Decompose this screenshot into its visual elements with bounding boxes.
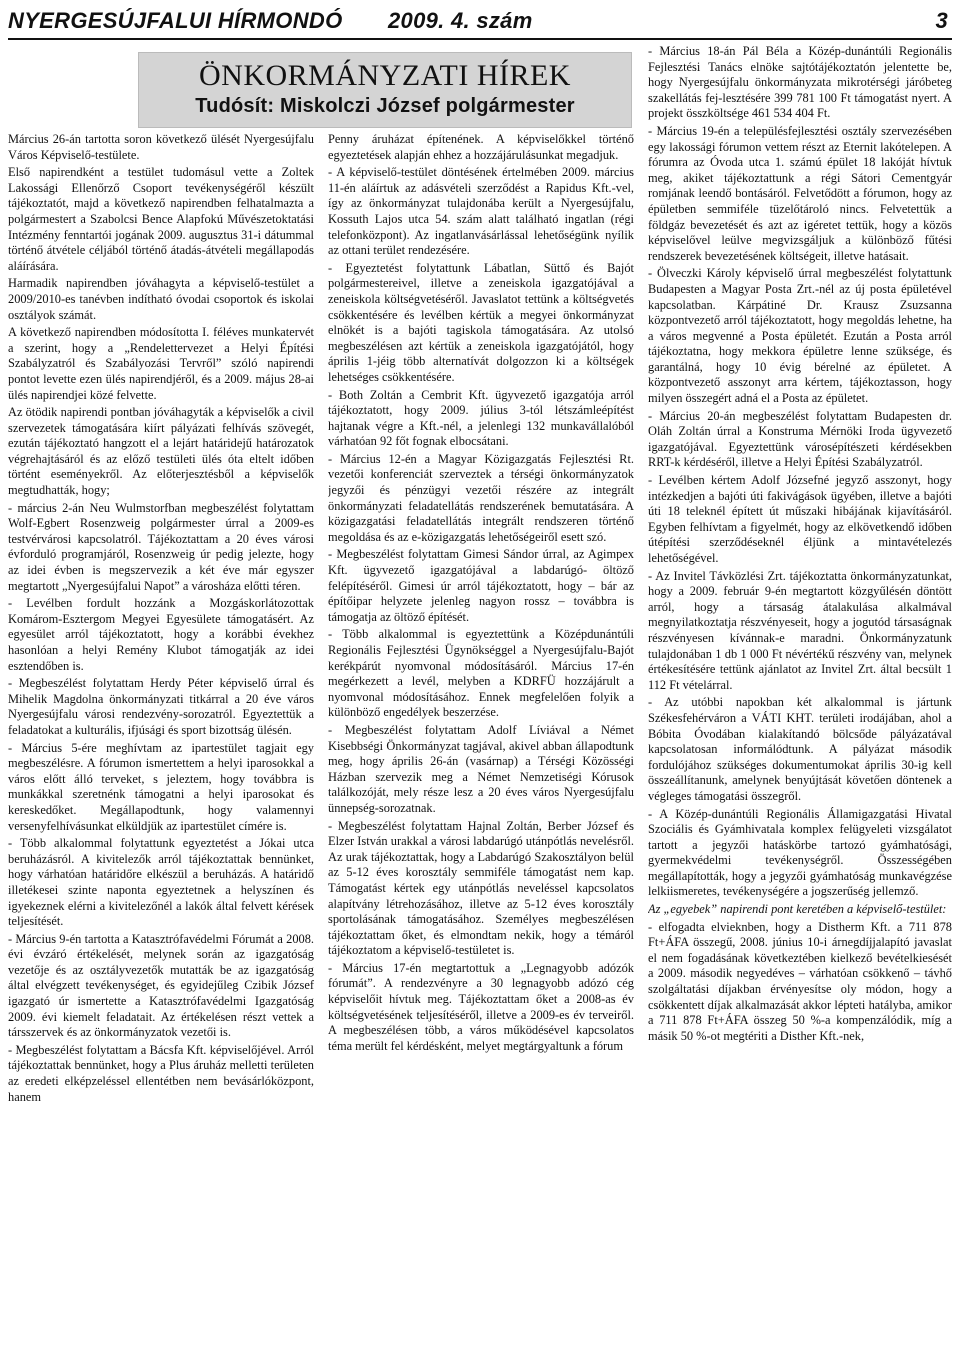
- article-column-2: [328, 132, 634, 1364]
- paragraph: - Megbeszélést folytattam a Bácsfa Kft. képviselőjével. Arról tájékoztattak bennünket, hogy a Plus áruház melletti területen az eredeti elképzeléssel ellentétben nem bevásárlóközpont, hanem: [8, 1042, 314, 1104]
- paragraph: - március 2-án Neu Wulmstorfban megbeszélést folytattam Wolf-Egbert Rosenzweig polgármester úrral a 2009-es testvérvárosi kapcsolatról. Tájékoztattam a 20 éves városi évforduló programjáról, Rosenzweig úr pedig jelezte, hogy az idei évben is megszervezik a két éve már egyszer megtartott „Nyergesújfalui Napot” a városháza előtti téren.: [8, 500, 314, 593]
- issue-number: 2009. 4. szám: [388, 8, 533, 33]
- paragraph: - A Közép-dunántúli Regionális Államigazgatási Hivatal Szociális és Gyámhivatala komplex felügyeleti vizsgálatot tartott a jegyzői hatáskörbe tartozó gyámhatósági, gyermekvédelmi tevékenységről. Összességében megállapították, hogy a jegyzői gyámhatóság munkavégzése lelkiismeretes, tevékenységére a jogszerűség jellemző.: [648, 806, 952, 899]
- paragraph: Első napirendként a testület tudomásul vette a Zoltek Lakossági Ellenőrző Csoport tevékenységéről készült tájékoztatót, majd a következő napirendben felhatalmazta a polgármestert a Szabolcsi Bence Alapfokú Művészetoktatási Intézmény fenntartói jogának 2009. augusztus 31-i dátummal történő átvétele céljából történő átadás-átvételi megállapodás aláírására.: [8, 165, 314, 273]
- paragraph: - Március 20-án megbeszélést folytattam Budapesten dr. Oláh Zoltán úrral a Konstruma Mérnöki Iroda ügyvezető igazgatójával. Egyeztettünk városépítészeti kérdésekben RRT-k kérdéséről, illetve a Helyi Építési Szabályzatról.: [648, 408, 952, 470]
- paragraph: - Március 5-ére meghívtam az ipartestület tagjait egy megbeszélésre. A fórumon ismertettem a helyi iparosokkal a város előtt álló terveket, s jeleztem, hogy továbbra is munkákkal szeretnénk támogatni a helyi iparosokat és kereskedőket. Megállapodtunk, hogy valamennyi versenyfelhívásunkat elküldjük az ipartestület címére is.: [8, 740, 314, 833]
- paragraph: - Megbeszélést folytattam Adolf Líviával a Német Kisebbségi Önkormányzat tagjával, akivel abban állapodtunk meg, hogy április 26-án (vasárnap) a Térségi Közösségi Házban szervezik meg a Német Nemzetiségi Kórusok találkozóját, mely része lesz a 20 éves város Nyergesújfalu ünnepség-sorozatnak.: [328, 722, 634, 815]
- paragraph: - Megbeszélést folytattam Hajnal Zoltán, Berber József és Elzer István urakkal a városi labdarúgó utánpótlás nevelésről. Az urak tájékoztattak, hogy a Labdarúgó Szakosztályon belül az 5-12 éves korosztály semmiféle támogatást nem kap. Támogatást kértek egy utánpótlás neveléssel kapcsolatos alapítvány létrehozásához, illetve az 5-12 éves korosztály sportolásának támogatásához. Személyes megbeszélésen tájékoztattam őket, és elmondtam nekik, hogy a témáról tájékoztatom a képviselő-testületet is.: [328, 818, 634, 958]
- section-byline: Tudósít: Miskolczi József polgármester: [195, 95, 575, 117]
- paragraph: Harmadik napirendben jóváhagyta a képviselő-testület a 2009/2010-es tanévben indítható óvodai csoportok és iskolai osztályok számát.: [8, 276, 314, 322]
- paragraph: - Március 12-én a Magyar Közigazgatás Fejlesztési Rt. vezetői konferenciát szerveztek a térségi önkormányzatok jegyzői és pénzügyi vezetői részére az integrált önkormányzati feladatellátás rendszerének bemutatására. A közigazgatási feladatellátás integrált rendszeren történő megoldása és az e-közigazgatás lehetőségeiről esett szó.: [328, 451, 634, 544]
- paragraph: Március 26-án tartotta soron következő ülését Nyergesújfalu Város Képviselő-testülete.: [8, 132, 314, 162]
- paragraph: - Március 19-én a településfejlesztési osztály szervezésében egy lakossági fórumon vettem részt az Eternit lakótelepen. A fórumra az Óvoda utca 1. számú épület 18 lakóját hívtuk meg, akiket tájékoztattunk a régi Sátori Cementgyár romjának leendő bontásáról. Felvetődött a fórumon, hogy az épületben semmiféle tüzelőtároló nincs. Felvetettük a földgáz bevezetését és azt az igéretet tettük, hogy a közös képviselővel leülve megvizsgáljuk a különböző fűtési rendszerek bevezetésének költségeit, illetve hatásait.: [648, 123, 952, 263]
- paragraph: - Egyeztetést folytattunk Lábatlan, Süttő és Bajót polgármestereivel, illetve a zeneiskola igazgatójával a zeneiskola költségvetéséről. Javaslatot tettünk a költségvetés csökkentésére és levélben kértük a megyei önkormányzat elnökét is a bajóti tagiskola támogatására. Az utolsó megbeszélésen azt kértük a zeneiskola igazgatójától, hogy április 1-jéig több alternatívát dolgozzon ki a költségek lehetséges csökkentésére.: [328, 260, 634, 384]
- page-number: 3: [935, 8, 948, 33]
- article-column-3: [648, 44, 952, 1364]
- section-title: ÖNKORMÁNYZATI HÍREK: [199, 59, 571, 92]
- paragraph: - Megbeszélést folytattam Gimesi Sándor úrral, az Agimpex Kft. ügyvezető igazgatójával a labdarúgó- öltöző felépítéséről. Gimesi úr arról tájékoztatott, hogy – bár az építőipar helyzete jelenleg nagyon rossz – továbbra is támogatja az öltöző építését.: [328, 547, 634, 624]
- section-subheading: Az „egyebek” napirendi pont keretében a képviselő-testület:: [648, 902, 947, 917]
- paragraph: - Március 9-én tartotta a Katasztrófavédelmi Fórumát a 2008. évi évzáró értékelését, melynek során az igazgatóság vezetője és az osztályvezetők mutatták be az igazgatóság által elvégzett tevékenységet, és egyidejűleg Czibik József igazgató úr ismertette a Katasztrófavédelmi Igazgatóság 2009. évi kiemelt feladatait. Az értékelésen részt vettek a társszervek és az önkormányzatok vezetői is.: [8, 931, 314, 1040]
- paragraph: - Levélben kértem Adolf Józsefné jegyző asszonyt, hogy intézkedjen a bajóti úti fakivágások ügyében, illetve a bajóti úti 18 teleknél épített út műszaki hibájának kijavításáról. Egyben felhívtam a figyelmét, hogy az elkövetkendő időben útépítési szerződéseknél éljünk a mintavételezés lehetőségével.: [648, 473, 952, 565]
- paragraph: A következő napirendben módosította I. féléves munkatervét a szerint, hogy a „Rendelettervezet a Helyi Építési Szabályzatról és Szabályozási Tervről” szóló napirendi pontot levette ezen ülés napirendjéről, és a 2009. május 28-ai ülés napirendjei közé felvette.: [8, 325, 314, 402]
- paragraph: - Az Invitel Távközlési Zrt. tájékoztatta önkormányzatunkat, hogy a 2009. február 9-én megtartott közgyűlésén döntött arról, hogy a társaság átalakulása alkalmával megnyilatkoztatja részvényeseit, hogy a jogutód társaságnak részvényesen kívánnak-e maradni. Önkormányzatunk tulajdonában 1 db 1 000 Ft névértékű részvény van, melynek értékesítésére tettünk ajánlatot az Invitel Zrt. által becsült 1 112 Ft vételárral.: [648, 568, 952, 692]
- publication-title: NYERGESÚJFALUI HÍRMONDÓ: [8, 8, 343, 33]
- paragraph: - Március 18-án Pál Béla a Közép-dunántúli Regionális Fejlesztési Tanács elnöke sajtótájékoztatón jelentette be, hogy Nyergesújfalu önkormányzata mikrotérségi járóbeteg szakellátás fej-lesztésére 399 781 100 Ft támogatást nyert. A projekt összköltsége 461 534 404 Ft.: [648, 44, 952, 121]
- section-banner: [138, 52, 632, 128]
- paragraph: - Ölveczki Károly képviselő úrral megbeszélést folytattunk Budapesten a Magyar Posta Zrt.-nél az új posta épületével kapcsolatban. Kárpátiné Dr. Krausz Zsuzsanna központvezető arról tájékoztatott, hogy megoldás lehetne, ha a város megvenné a Posta épületét. Ezután a Posta arról tájékoztatna, hogy mekkora épületre lenne szüksége, és garantálná, hogy 10 évig bérelné az épületet. A központvezető asszonyt arra kértem, tájékoztasson, hogy milyen összegért adná el a Posta az épületet.: [648, 266, 952, 406]
- paragraph: Penny áruházat építenének. A képviselőkkel történő egyeztetések alapján ehhez a hozzájárulásunkat megadjuk.: [328, 132, 634, 162]
- paragraph: - A képviselő-testület döntésének értelmében 2009. március 11-én aláírtuk az adásvételi szerződést a Rapidus Kft.-vel, így az önkormányzat tulajdonába került a Nyergesújfalu, Kossuth Lajos utca 54. szám alatt található ingatlan (régi telefonközpont). Az ingatlanvásárlással lehetőségünk nyílik az ottani terület rendezésére.: [328, 165, 634, 258]
- paragraph: - Több alkalommal is egyeztettünk a Középdunántúli Regionális Fejlesztési Ügynökséggel a Nyergesújfalu-Bajót kerékpárút nyomvonal módosításáról. Március 17-én megérkezett a levél, melyben a KDRFÜ hozzájárult a nyomvonal módosításához. Ennek megfelelően folyik a különböző engedélyek beszerzése.: [328, 627, 634, 720]
- paragraph: - elfogadta elvieknben, hogy a Distherm Kft. a 711 878 Ft+ÁFA összegű, 2008. június 10-i árnegdíjjalapító javaslat el nem fogadásának következtében kielkező bevételkiesését a 2009. második negyedéves – várhatóan csökkenő – távhő szolgáltatási díjakban érvényesítse oly módon, hogy a csökkentett díjak alkalmazását akkor lépteti hatályba, amikor a 711 878 Ft+ÁFA összeg 50 %-a kompenzálódik, míg a másik 50 %-ot megtériti a Disther Kft.-nek,: [648, 919, 952, 1043]
- paragraph: - Több alkalommal folytattunk egyeztetést a Jókai utca beruházásról. A kivitelezők arról tájékoztattak bennünket, hogy várhatóan határidőre elkészül a beruházás. A határidő illetékesei szinte naponta egyeztetnek a helyszínen és igyekeznek elérni a kivitelezőnél a lakók által felvett kérések teljesítését.: [8, 836, 314, 929]
- masthead: [8, 4, 952, 40]
- paragraph: - Both Zoltán a Cembrit Kft. ügyvezető igazgatója arról tájékoztatott, hogy 2009. július 3-tól létszámleépítést hajtanak végre a Kft.-nél, a jelenlegi 132 munkavállalóból várhatóan 92 főt fognak elbocsátani.: [328, 387, 634, 449]
- paragraph: - Március 17-én megtartottuk a „Legnagyobb adózók fórumát”. A rendezvényre a 30 legnagyobb adózó cég képviselőit hívtuk meg. Tájékoztattam őket a 2008-as év költségvetésének teljesítéséről, illetve a 2009-es év terveiről. A megbeszélésen több, a város működésével kapcsolatos téma merült fel kérdésként, melyet megtárgyaltunk a fórum: [328, 960, 634, 1053]
- paragraph: - Az utóbbi napokban két alkalommal is jártunk Székesfehérváron a VÁTI KHT. területi irodájában, ahol a Bóbita Óvodában kialakítandó bölcsőde pályázatával kapcsolatosan informálódtunk. A pályázat második fordulójához szükséges dokumentumokat április 30-ig kell összeállítanunk, amelynek benyújtását követően döntenek a végleges támogatási összegről.: [648, 695, 952, 803]
- article-column-1: [8, 132, 314, 1364]
- paragraph: - Levélben fordult hozzánk a Mozgáskorlátozottak Komárom-Esztergom Megyei Egyesülete támogatásért. Az egyesület arról tájékoztatott, hogy a korábbi évekhez hasonlóan a helyi Remény Klubot támogatják az idei esztendőben is.: [8, 596, 314, 673]
- paragraph: - Megbeszélést folytattam Herdy Péter képviselő úrral és Mihelik Magdolna önkormányzati titkárral a 20 éve város Nyergesújfalu városi rendezvény-sorozatról. Egyeztettük a feladatokat a kulturális, ifjúsági és sport bizottság ülésén.: [8, 676, 314, 737]
- paragraph: Az ötödik napirendi pontban jóváhagyták a képviselők a civil szervezetek támogatására kiírt pályázati felhívás szövegét, ezután tájékoztató hangzott el a lejárt határidejű határozatok végrehajtásáról és az előző testületi ülés óta eltelt időben történt eseményekről. Az előterjesztésből a képviselők megtudhatták, hogy;: [8, 405, 314, 498]
